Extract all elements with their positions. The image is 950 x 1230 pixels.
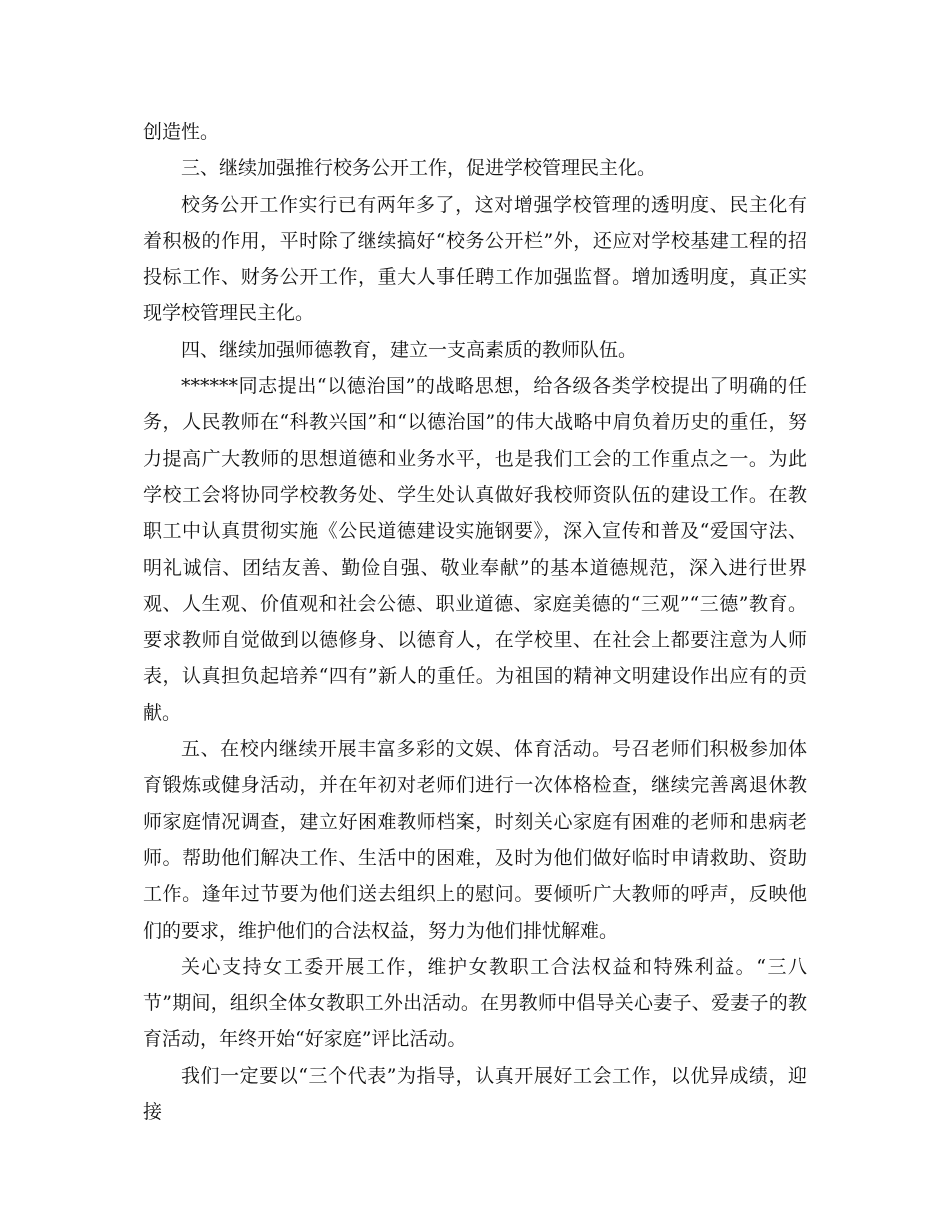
section-heading-5-paragraph: 五、在校内继续开展丰富多彩的文娱、体育活动。号召老师们积极参加体育锻炼或健身活动，并在年初对老师们进行一次体格检查，继续完善离退休教师家庭情况调查，建立好困难教师档案，时刻关心家庭有困难的老师和患病老师。帮助他们解决工作、生活中的困难，及时为他们做好临时申请救助、资助工作。逢年过节要为他们送去组织上的慰问。要倾听广大教师的呼声，反映他们的要求，维护他们的合法权益，努力为他们排忧解难。 — [143, 738, 807, 942]
paragraph-women-workers: 关心支持女工委开展工作，维护女教职工合法权益和特殊利益。“三八节”期间，组织全体女教职工外出活动。在男教师中倡导关心妻子、爱妻子的教育活动，年终开始“好家庭”评比活动。 — [143, 955, 807, 1051]
paragraph-continuation: 创造性。 — [143, 121, 220, 143]
paragraph-school-affairs: 校务公开工作实行已有两年多了，这对增强学校管理的透明度、民主化有着积极的作用，平时除了继续搞好“校务公开栏”外，还应对学校基建工程的招投标工作、财务公开工作，重大人事任聘工作加强监督。增加透明度，真正实现学校管理民主化。 — [143, 193, 807, 325]
section-heading-3: 三、继续加强推行校务公开工作，促进学校管理民主化。 — [181, 157, 657, 180]
section-heading-4: 四、继续加强师德教育，建立一支高素质的教师队伍。 — [181, 338, 638, 361]
paragraph-teacher-ethics: ******同志提出“以德治国”的战略思想，给各级各类学校提出了明确的任务，人民教师在“科教兴国”和“以德治国”的伟大战略中肩负着历史的重任，努力提高广大教师的思想道德和业务水平，也是我们工会的工作重点之一。为此学校工会将协同学校教务处、学生处认真做好我校师资队伍的建设工作。在教职工中认真贯彻实施《公民道德建设实施钢要》，深入宣传和普及“爱国守法、明礼诚信、团结友善、勤俭自强、敬业奉献”的基本道德规范，深入进行世界观、人生观、价值观和社会公德、职业道德、家庭美德的“三观”“三德”教育。要求教师自觉做到以德修身、以德育人，在学校里、在社会上都要注意为人师表，认真担负起培养“四有”新人的重任。为祖国的精神文明建设作出应有的贡献。 — [143, 375, 807, 724]
document-body — [143, 114, 807, 1130]
paragraph-closing: 我们一定要以“三个代表”为指导，认真开展好工会工作，以优异成绩，迎接 — [143, 1064, 807, 1124]
